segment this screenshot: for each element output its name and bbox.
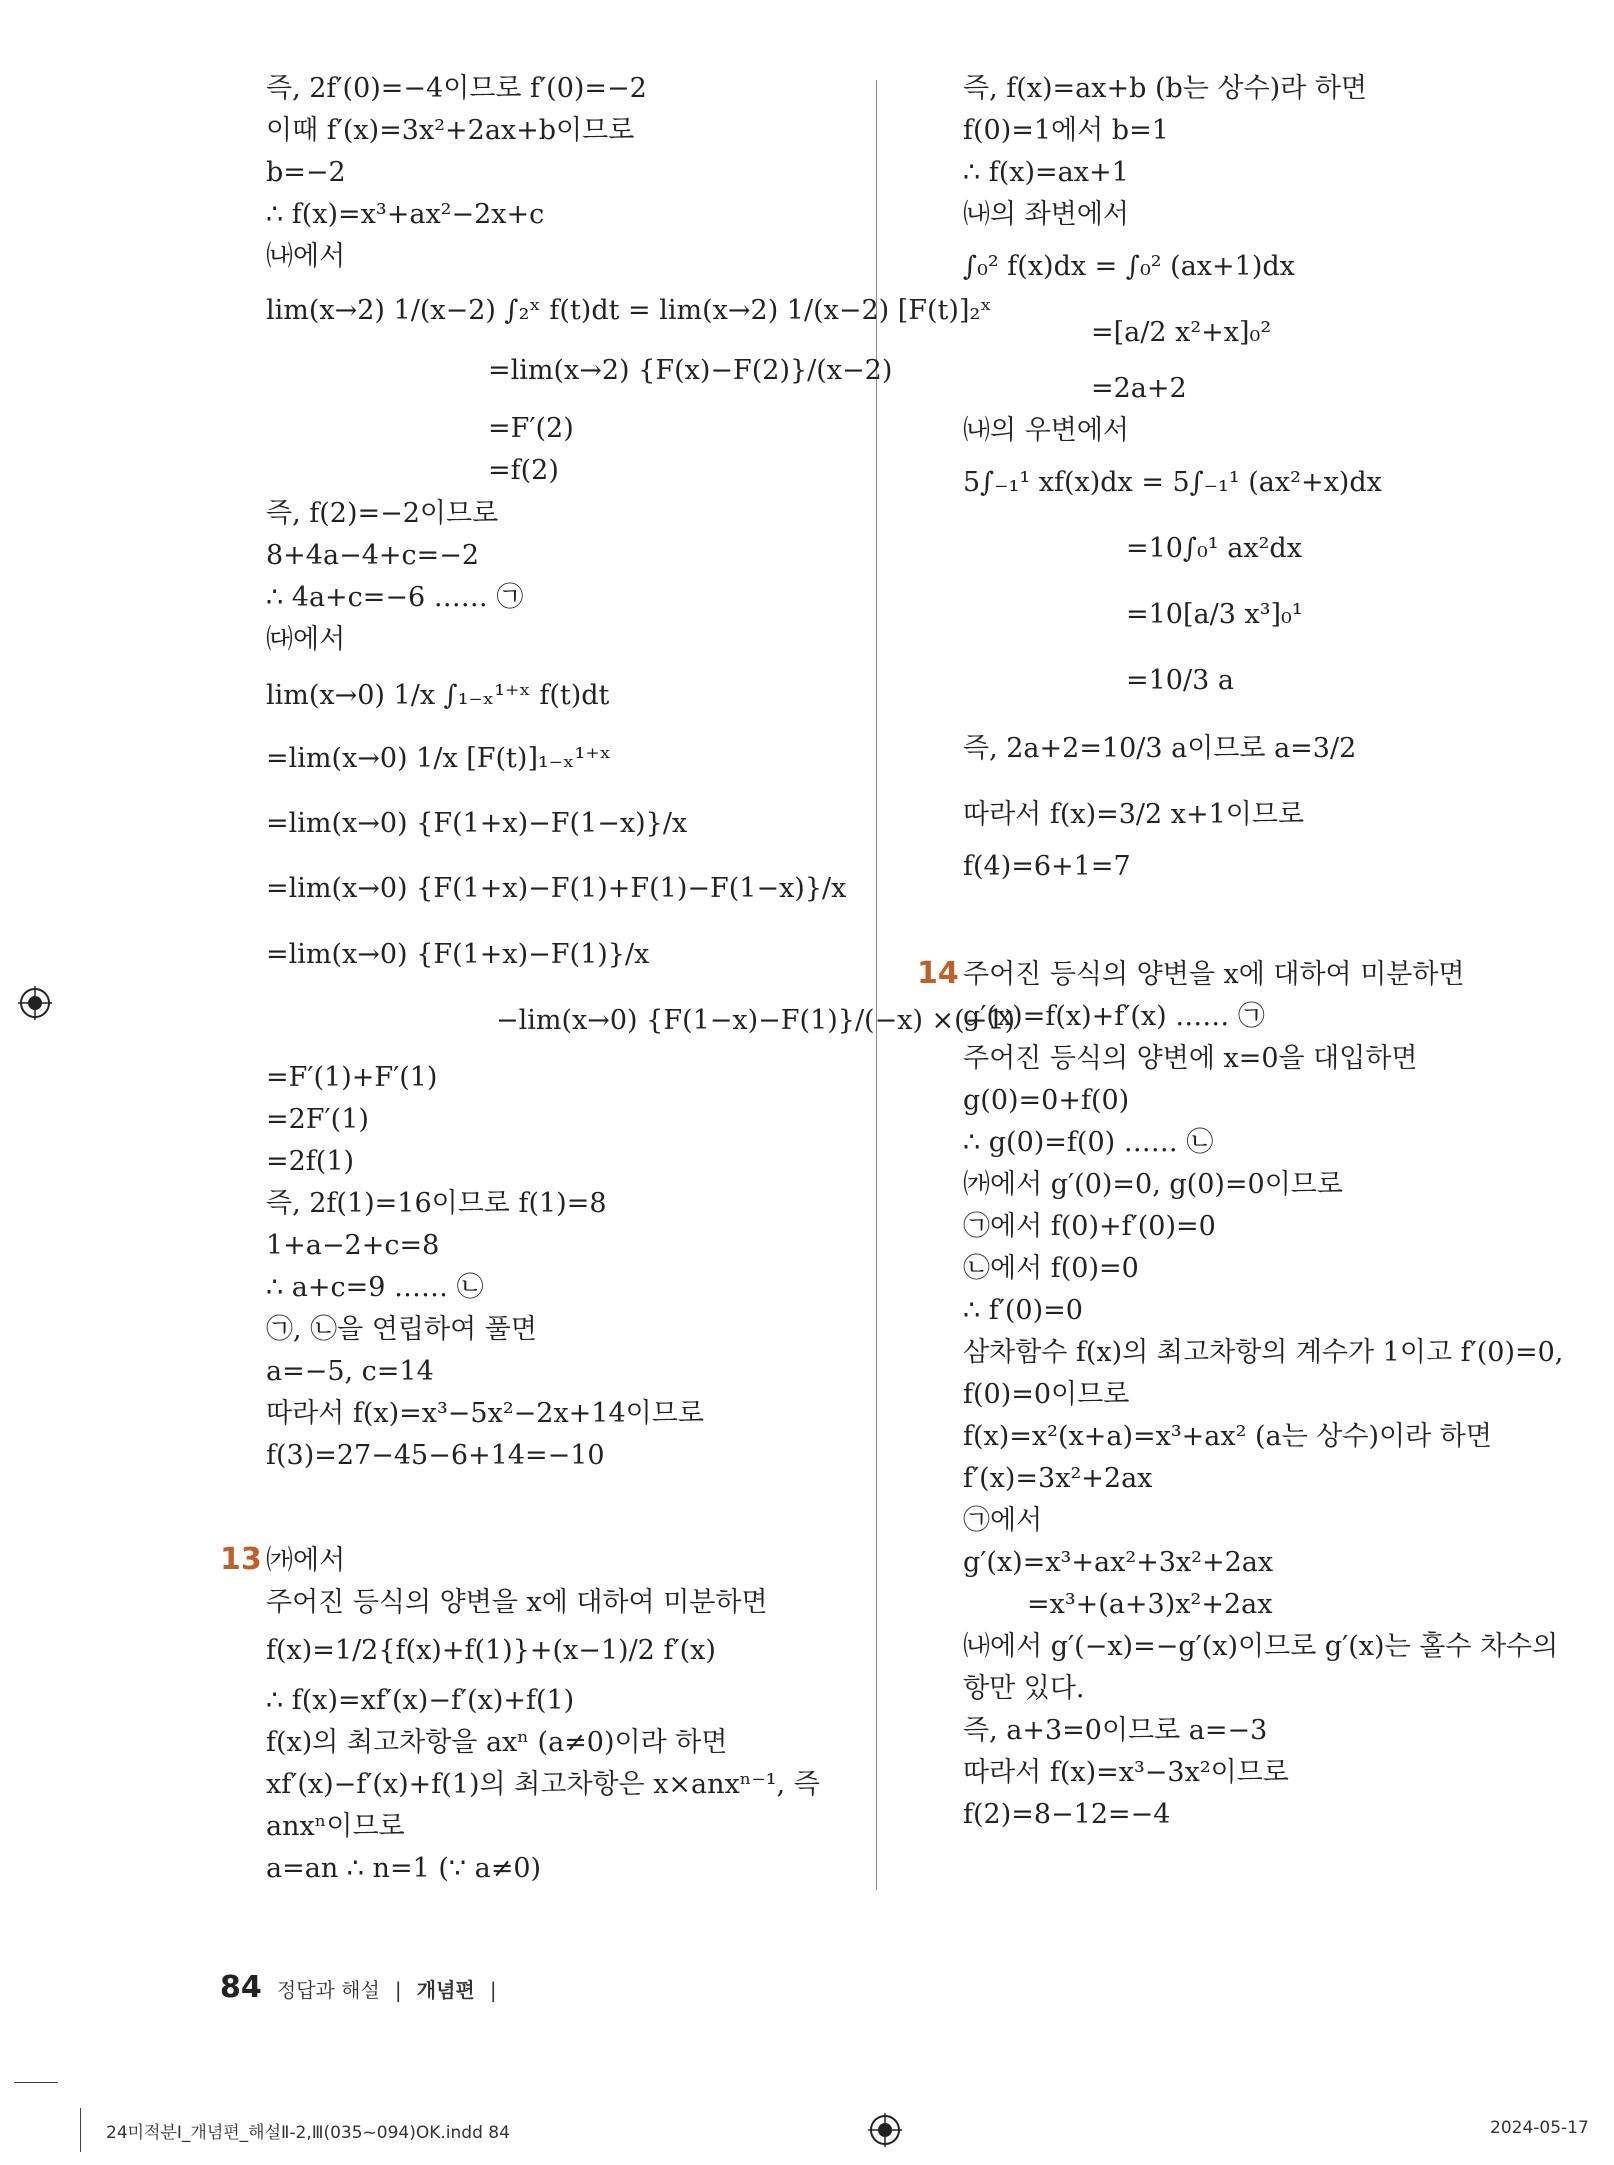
solution-line: 즉, 2f(1)=16이므로 f(1)=8	[266, 1188, 607, 1219]
footer-part: 개념편	[416, 1978, 475, 2002]
equation-line: =lim(x→0) 1/x [F(t)]₁₋ₓ¹⁺ˣ	[266, 743, 612, 774]
solution-line: f(2)=8−12=−4	[963, 1799, 1171, 1830]
registration-mark-icon	[868, 2113, 902, 2147]
solution-line: 따라서 f(x)=x³−3x²이므로	[963, 1757, 1289, 1788]
solution-line: ㉠에서	[963, 1505, 1043, 1536]
solution-line: 즉, a+3=0이므로 a=−3	[963, 1715, 1268, 1746]
footer-section: 정답과 해설	[276, 1978, 380, 2002]
equation-line: =F′(1)+F′(1)	[266, 1062, 438, 1093]
solution-line: 1+a−2+c=8	[266, 1230, 440, 1261]
crop-mark	[14, 2082, 58, 2083]
equation-line: =10∫₀¹ ax²dx	[1126, 533, 1302, 564]
solution-line: ∴ f′(0)=0	[963, 1295, 1083, 1326]
solution-line: ∴ f(x)=ax+1	[963, 157, 1129, 188]
registration-mark-icon	[18, 986, 52, 1020]
solution-line: b=−2	[266, 157, 346, 188]
solution-line: 따라서 f(x)=3/2 x+1이므로	[963, 799, 1305, 830]
solution-line: ㈎에서	[266, 1545, 346, 1576]
solution-line: ㉡에서 f(0)=0	[963, 1253, 1139, 1284]
solution-line: a=an ∴ n=1 (∵ a≠0)	[266, 1853, 542, 1884]
solution-line: 삼차함수 f(x)의 최고차항의 계수가 1이고 f′(0)=0,	[963, 1337, 1564, 1368]
solution-line: 즉, 2f′(0)=−4이므로 f′(0)=−2	[266, 73, 647, 104]
equation-line: =lim(x→0) {F(1+x)−F(1)}/x	[266, 939, 650, 970]
solution-line: ∴ f(x)=x³+ax²−2x+c	[266, 199, 545, 230]
equation-line: f(x)=1/2{f(x)+f(1)}+(x−1)/2 f′(x)	[266, 1635, 716, 1666]
solution-line: ㉠, ㉡을 연립하여 풀면	[266, 1314, 537, 1345]
equation-line: =lim(x→2) {F(x)−F(2)}/(x−2)	[488, 355, 893, 386]
solution-line: anxⁿ이므로	[266, 1811, 405, 1842]
solution-line: g′(x)=f(x)+f′(x) …… ㉠	[963, 1001, 1265, 1032]
solution-line: g(0)=0+f(0)	[963, 1085, 1130, 1116]
equation-line: ∫₀² f(x)dx = ∫₀² (ax+1)dx	[963, 251, 1295, 282]
solution-line: 즉, f(x)=ax+b (b는 상수)라 하면	[963, 73, 1367, 104]
equation-line: −lim(x→0) {F(1−x)−F(1)}/(−x) ×(−1)	[496, 1005, 1016, 1036]
solution-line: ㈏에서	[266, 241, 346, 272]
solution-line: ∴ 4a+c=−6 …… ㉠	[266, 582, 524, 613]
solution-line: 8+4a−4+c=−2	[266, 540, 480, 571]
solution-line: ㈏의 좌변에서	[963, 199, 1129, 230]
equation-line: lim(x→2) 1/(x−2) ∫₂ˣ f(t)dt = lim(x→2) 1/(x−2) [F(t)]₂ˣ	[266, 295, 992, 326]
solution-line: xf′(x)−f′(x)+f(1)의 최고차항은 x×anxⁿ⁻¹, 즉	[266, 1769, 820, 1800]
equation-line: =2f(1)	[266, 1146, 355, 1177]
solution-line: ㈏의 우변에서	[963, 415, 1129, 446]
solution-line: 즉, f(2)=−2이므로	[266, 498, 499, 529]
equation-line: =10[a/3 x³]₀¹	[1126, 599, 1303, 630]
solution-line: f(x)의 최고차항을 axⁿ (a≠0)이라 하면	[266, 1727, 728, 1758]
solution-line: ㈎에서 g′(0)=0, g(0)=0이므로	[963, 1169, 1343, 1200]
solution-line: 항만 있다.	[963, 1673, 1085, 1704]
equation-line: lim(x→0) 1/x ∫₁₋ₓ¹⁺ˣ f(t)dt	[266, 680, 610, 711]
equation-line: 5∫₋₁¹ xf(x)dx = 5∫₋₁¹ (ax²+x)dx	[963, 467, 1382, 498]
solution-line: ∴ g(0)=f(0) …… ㉡	[963, 1127, 1214, 1158]
solution-line: 따라서 f(x)=x³−5x²−2x+14이므로	[266, 1398, 704, 1429]
question-number-13: 13	[220, 1542, 262, 1577]
question-number-14: 14	[917, 956, 959, 991]
crop-mark	[80, 2108, 81, 2152]
solution-line: 주어진 등식의 양변에 x=0을 대입하면	[963, 1043, 1418, 1074]
solution-line: f(x)=x²(x+a)=x³+ax² (a는 상수)이라 하면	[963, 1421, 1492, 1452]
page-footer: 84 정답과 해설 | 개념편 |	[220, 1970, 497, 2005]
equation-line: =lim(x→0) {F(1+x)−F(1)+F(1)−F(1−x)}/x	[266, 873, 847, 904]
solution-line: a=−5, c=14	[266, 1356, 434, 1387]
solution-line: 이때 f′(x)=3x²+2ax+b이므로	[266, 115, 635, 146]
solution-line: f(0)=1에서 b=1	[963, 115, 1169, 146]
column-divider	[876, 80, 877, 1890]
equation-line: =10/3 a	[1126, 665, 1234, 696]
equation-line: =[a/2 x²+x]₀²	[1091, 317, 1272, 348]
solution-line: f′(x)=3x²+2ax	[963, 1463, 1153, 1494]
page-number: 84	[220, 1970, 262, 2005]
equation-line: =lim(x→0) {F(1+x)−F(1−x)}/x	[266, 808, 688, 839]
solution-line: 즉, 2a+2=10/3 a이므로 a=3/2	[963, 733, 1357, 764]
solution-line: ㉠에서 f(0)+f′(0)=0	[963, 1211, 1216, 1242]
equation-line: =2a+2	[1091, 373, 1187, 404]
slug-filename: 24미적분Ⅰ_개념편_해설Ⅱ-2,Ⅲ(035~094)OK.indd 84	[106, 2123, 510, 2143]
equation-line: =f(2)	[488, 455, 559, 486]
solution-line: f(4)=6+1=7	[963, 851, 1131, 882]
solution-line: 주어진 등식의 양변을 x에 대하여 미분하면	[266, 1587, 768, 1618]
solution-line: g′(x)=x³+ax²+3x²+2ax	[963, 1547, 1274, 1578]
solution-line: =x³+(a+3)x²+2ax	[1027, 1589, 1273, 1620]
solution-line: ㈏에서 g′(−x)=−g′(x)이므로 g′(x)는 홀수 차수의	[963, 1631, 1559, 1662]
solution-line: ∴ f(x)=xf′(x)−f′(x)+f(1)	[266, 1685, 575, 1716]
solution-line: ㈐에서	[266, 624, 346, 655]
solution-line: 주어진 등식의 양변을 x에 대하여 미분하면	[963, 959, 1465, 990]
equation-line: =F′(2)	[488, 413, 574, 444]
solution-line: f(0)=0이므로	[963, 1379, 1130, 1410]
solution-line: f(3)=27−45−6+14=−10	[266, 1440, 605, 1471]
slug-date: 2024-05-17	[1490, 2118, 1589, 2138]
equation-line: =2F′(1)	[266, 1104, 369, 1135]
solution-line: ∴ a+c=9 …… ㉡	[266, 1272, 484, 1303]
